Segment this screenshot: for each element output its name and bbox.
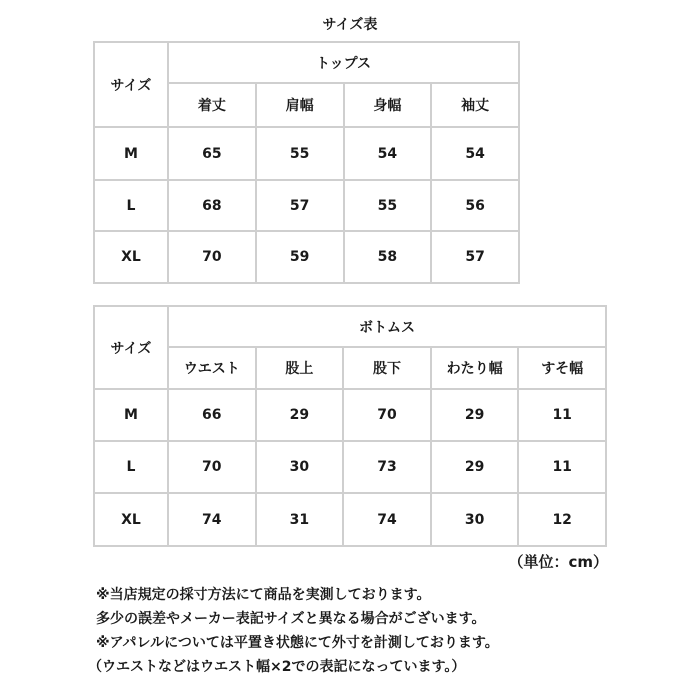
page-title: サイズ表: [322, 17, 378, 33]
column-header: すそ幅: [518, 347, 606, 389]
size-label: M: [94, 389, 168, 441]
bottoms-size-table: [93, 305, 607, 547]
table-cell: 54: [344, 127, 432, 180]
column-header: 身幅: [344, 83, 432, 127]
table-cell: 65: [168, 127, 256, 180]
table-cell: 29: [431, 389, 519, 441]
size-header: サイズ: [94, 42, 168, 127]
table-cell: 11: [518, 389, 606, 441]
table-cell: 58: [344, 231, 432, 283]
table-cell: 29: [256, 389, 344, 441]
table-cell: 70: [168, 441, 256, 493]
table-cell: 11: [518, 441, 606, 493]
table-cell: 68: [168, 180, 256, 231]
column-header: 股下: [343, 347, 431, 389]
column-header: 肩幅: [256, 83, 344, 127]
column-header: 袖丈: [431, 83, 519, 127]
note-line: ※アパレルについては平置き状態にて外寸を計測しております。: [96, 635, 499, 651]
note-line: （ウエストなどはウエスト幅×2での表記になっています。）: [88, 659, 466, 675]
unit-label: （単位：cm）: [508, 553, 608, 571]
table-cell: 56: [431, 180, 519, 231]
size-label: XL: [94, 493, 168, 546]
table-row: [94, 180, 519, 231]
size-label: L: [94, 180, 168, 231]
table-cell: 30: [256, 441, 344, 493]
table-cell: 66: [168, 389, 256, 441]
table-cell: 73: [343, 441, 431, 493]
table-cell: 12: [518, 493, 606, 546]
size-label: XL: [94, 231, 168, 283]
table-cell: 57: [256, 180, 344, 231]
table-cell: 70: [343, 389, 431, 441]
column-header: わたり幅: [431, 347, 519, 389]
table-cell: 31: [256, 493, 344, 546]
column-header: 着丈: [168, 83, 256, 127]
table-row: [94, 441, 606, 493]
table-row: [94, 231, 519, 283]
note-line: ※当店規定の採寸方法にて商品を実測しております。: [96, 587, 431, 603]
column-header: ウエスト: [168, 347, 256, 389]
table-cell: 30: [431, 493, 519, 546]
table-row: [94, 127, 519, 180]
size-header: サイズ: [94, 306, 168, 389]
group-header-bottoms: ボトムス: [168, 306, 606, 347]
table-cell: 55: [256, 127, 344, 180]
table-cell: 57: [431, 231, 519, 283]
size-label: L: [94, 441, 168, 493]
size-label: M: [94, 127, 168, 180]
notes: [88, 583, 499, 679]
table-row: [94, 389, 606, 441]
tops-size-table: [93, 41, 520, 284]
group-header-tops: トップス: [168, 42, 519, 83]
column-header: 股上: [256, 347, 344, 389]
table-cell: 59: [256, 231, 344, 283]
note-line: 多少の誤差やメーカー表記サイズと異なる場合がございます。: [96, 611, 486, 627]
table-cell: 55: [344, 180, 432, 231]
table-row: [94, 493, 606, 546]
table-cell: 29: [431, 441, 519, 493]
table-cell: 74: [168, 493, 256, 546]
table-cell: 70: [168, 231, 256, 283]
table-cell: 74: [343, 493, 431, 546]
table-cell: 54: [431, 127, 519, 180]
